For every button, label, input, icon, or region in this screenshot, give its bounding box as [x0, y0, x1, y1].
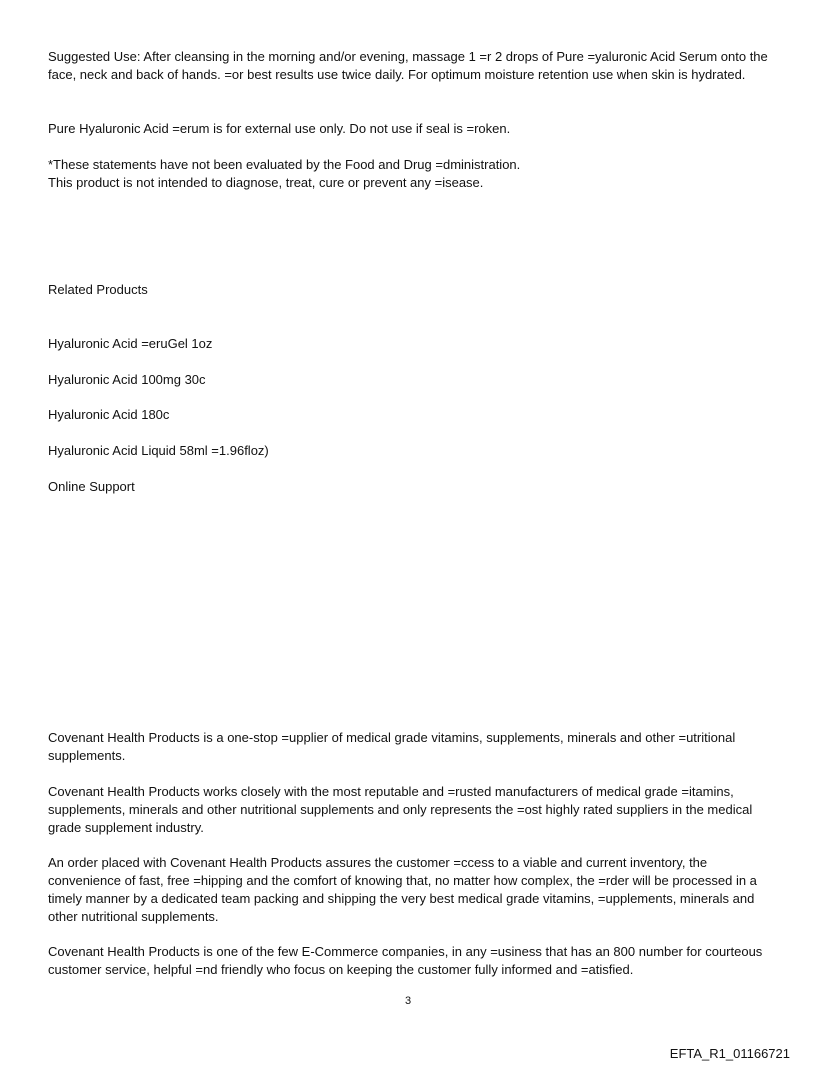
related-products-heading: Related Products [48, 282, 148, 297]
suggested-use-paragraph: Suggested Use: After cleansing in the morning and/or evening, massage 1 =r 2 drops of Pure =yaluronic Acid Serum onto the face, neck and back of hands. =or best results use twice daily. For optimum moisture retention use when skin is hydrated. [48, 49, 768, 82]
related-product-item: Hyaluronic Acid 100mg 30c [48, 372, 206, 387]
related-product-item: Hyaluronic Acid 180c [48, 407, 170, 422]
online-support-item: Online Support [48, 479, 135, 494]
about-paragraph-2: Covenant Health Products works closely with the most reputable and =rusted manufacturers of medical grade =itamins, supplements, minerals and other nutritional supplements and only represents the =ost highly rated suppliers in the medical grade supplement industry. [48, 784, 753, 835]
related-product-item: Hyaluronic Acid Liquid 58ml =1.96floz) [48, 443, 269, 458]
related-product-item: Hyaluronic Acid =eruGel 1oz [48, 336, 213, 351]
about-paragraph-1: Covenant Health Products is a one-stop =upplier of medical grade vitamins, supplements, minerals and other =utritional supplements. [48, 730, 736, 763]
page-number: 3 [404, 995, 412, 1007]
document-id: EFTA_R1_01166721 [669, 1046, 790, 1061]
fda-disclaimer-line-1: *These statements have not been evaluated by the Food and Drug =dministration. [48, 157, 521, 172]
about-paragraph-4: Covenant Health Products is one of the few E-Commerce companies, in any =usiness that has an 800 number for courteous customer service, helpful =nd friendly who focus on keeping the customer fully informed and =atisfied. [48, 944, 763, 977]
about-paragraph-3: An order placed with Covenant Health Products assures the customer =ccess to a viable and current inventory, the convenience of fast, free =hipping and the comfort of knowing that, no matter how complex, the =rder will be processed in a timely manner by a dedicated team packing and shipping the very best medical grade vitamins, =upplements, minerals and other nutritional supplements. [48, 855, 757, 924]
fda-disclaimer-line-2: This product is not intended to diagnose, treat, cure or prevent any =isease. [48, 175, 484, 190]
external-use-paragraph: Pure Hyaluronic Acid =erum is for external use only. Do not use if seal is =roken. [48, 121, 511, 136]
